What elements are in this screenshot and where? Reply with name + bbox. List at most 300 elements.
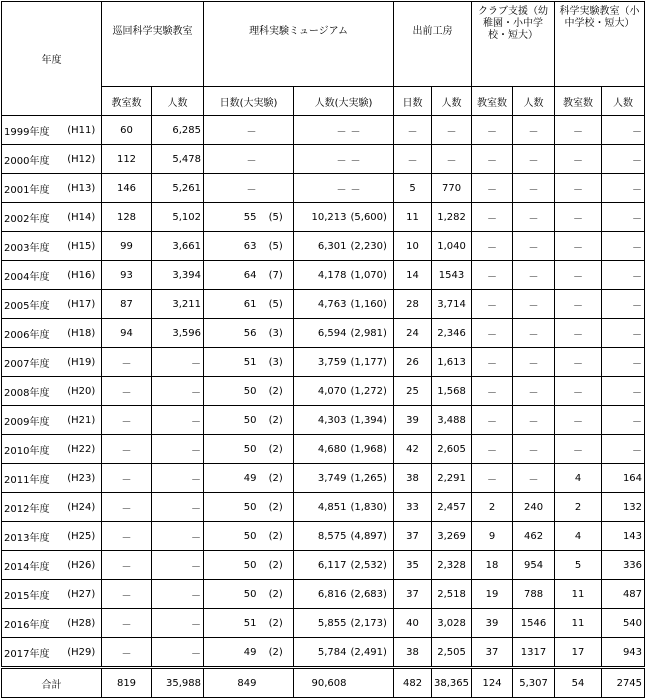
demae-people-cell: －: [432, 145, 472, 174]
total-demae-days: 482: [394, 668, 432, 698]
demae-people-cell: 1,613: [432, 348, 472, 377]
rika-big-people-cell: (1,070): [349, 261, 394, 290]
era-cell: (H12): [62, 145, 102, 174]
kagaku-classrooms-cell: －: [555, 174, 602, 203]
total-club-people: 5,307: [513, 668, 555, 698]
junkai-classrooms-cell: 60: [102, 116, 152, 145]
rika-people-cell: 3,759: [294, 348, 349, 377]
year-cell: 2006年度: [2, 319, 62, 348]
table-row: [2, 464, 645, 493]
year-cell: 2005年度: [2, 290, 62, 319]
kagaku-classrooms-cell: 11: [555, 609, 602, 638]
rika-big-people-cell: (2,230): [349, 232, 394, 261]
kagaku-people-cell: －: [602, 348, 645, 377]
era-cell: (H13): [62, 174, 102, 203]
table-row: [2, 638, 645, 668]
rika-days-cell: 55: [204, 203, 259, 232]
demae-days-cell: 28: [394, 290, 432, 319]
junkai-people-cell: 5,102: [152, 203, 204, 232]
kagaku-classrooms-cell: －: [555, 116, 602, 145]
rika-days-cell: 64: [204, 261, 259, 290]
total-kagaku-people: 2745: [602, 668, 645, 698]
rika-people-cell: 4,851: [294, 493, 349, 522]
kagaku-people-cell: －: [602, 232, 645, 261]
kagaku-classrooms-cell: －: [555, 145, 602, 174]
junkai-people-cell: －: [152, 551, 204, 580]
year-cell: 2002年度: [2, 203, 62, 232]
era-cell: (H11): [62, 116, 102, 145]
club-people-cell: －: [513, 145, 555, 174]
club-classrooms-cell: －: [472, 435, 513, 464]
kagaku-classrooms-cell: －: [555, 261, 602, 290]
statistics-table: [1, 1, 645, 698]
demae-people-cell: 3,714: [432, 290, 472, 319]
era-cell: (H25): [62, 522, 102, 551]
table-row: [2, 290, 645, 319]
rika-days-cell: 50: [204, 377, 259, 406]
junkai-people-cell: 3,211: [152, 290, 204, 319]
era-cell: (H14): [62, 203, 102, 232]
year-cell: 2012年度: [2, 493, 62, 522]
club-classrooms-cell: －: [472, 116, 513, 145]
year-cell: 2010年度: [2, 435, 62, 464]
club-classrooms-cell: 19: [472, 580, 513, 609]
junkai-classrooms-cell: 112: [102, 145, 152, 174]
kagaku-people-cell: 540: [602, 609, 645, 638]
club-classrooms-cell: 39: [472, 609, 513, 638]
year-cell: 2008年度: [2, 377, 62, 406]
junkai-classrooms-cell: 87: [102, 290, 152, 319]
year-cell: 2014年度: [2, 551, 62, 580]
rika-big-people-cell: (1,265): [349, 464, 394, 493]
club-classrooms-cell: －: [472, 377, 513, 406]
rika-big-people-cell: (1,394): [349, 406, 394, 435]
club-people-cell: －: [513, 290, 555, 319]
rika-big-days-cell: (2): [259, 435, 294, 464]
demae-people-cell: 2,605: [432, 435, 472, 464]
club-people-cell: －: [513, 377, 555, 406]
kagaku-classrooms-cell: －: [555, 319, 602, 348]
club-people-cell: 954: [513, 551, 555, 580]
demae-days-cell: 11: [394, 203, 432, 232]
demae-people-cell: 2,457: [432, 493, 472, 522]
rika-days-header: 日数(大実験): [204, 87, 294, 116]
rika-people-header: 人数(大実験): [294, 87, 394, 116]
rika-people-cell: 6,594: [294, 319, 349, 348]
junkai-classrooms-cell: －: [102, 406, 152, 435]
demae-days-cell: 35: [394, 551, 432, 580]
kagaku-classrooms-cell: 4: [555, 522, 602, 551]
club-people-cell: 1317: [513, 638, 555, 668]
kagaku-classrooms-cell: －: [555, 406, 602, 435]
club-classrooms-cell: －: [472, 290, 513, 319]
year-cell: 2001年度: [2, 174, 62, 203]
rika-people-cell: 6,301: [294, 232, 349, 261]
rika-people-cell: 4,680: [294, 435, 349, 464]
demae-people-header: 人数: [432, 87, 472, 116]
junkai-people-cell: 3,394: [152, 261, 204, 290]
demae-days-header: 日数: [394, 87, 432, 116]
demae-header: 出前工房: [394, 2, 472, 87]
rika-days-cell: 61: [204, 290, 259, 319]
rika-days-cell: 50: [204, 551, 259, 580]
junkai-classrooms-cell: 128: [102, 203, 152, 232]
rika-header: 理科実験ミュージアム: [204, 2, 394, 87]
junkai-classrooms-cell: －: [102, 580, 152, 609]
junkai-people-cell: 5,261: [152, 174, 204, 203]
rika-big-days-cell: (2): [259, 609, 294, 638]
rika-big-days-cell: (3): [259, 319, 294, 348]
club-people-cell: －: [513, 116, 555, 145]
total-rika-people: 90,608: [294, 668, 349, 698]
table-row: [2, 435, 645, 464]
rika-big-people-cell: (4,897): [349, 522, 394, 551]
demae-people-cell: 3,488: [432, 406, 472, 435]
demae-people-cell: 1,568: [432, 377, 472, 406]
junkai-classrooms-cell: －: [102, 493, 152, 522]
club-people-cell: －: [513, 435, 555, 464]
demae-days-cell: 37: [394, 522, 432, 551]
junkai-people-cell: 3,596: [152, 319, 204, 348]
kagaku-people-cell: －: [602, 116, 645, 145]
rika-big-days-cell: (2): [259, 406, 294, 435]
rika-people-cell: 4,303: [294, 406, 349, 435]
junkai-header: 巡回科学実験教室: [102, 2, 204, 87]
kagaku-people-cell: －: [602, 435, 645, 464]
demae-people-cell: 3,028: [432, 609, 472, 638]
era-cell: (H15): [62, 232, 102, 261]
demae-days-cell: 37: [394, 580, 432, 609]
club-classrooms-cell: －: [472, 232, 513, 261]
club-classrooms-cell: －: [472, 145, 513, 174]
era-cell: (H28): [62, 609, 102, 638]
demae-days-cell: 39: [394, 406, 432, 435]
rika-big-days-cell: (7): [259, 261, 294, 290]
demae-people-cell: 2,518: [432, 580, 472, 609]
total-kagaku-classrooms: 54: [555, 668, 602, 698]
club-people-header: 人数: [513, 87, 555, 116]
club-classrooms-cell: －: [472, 464, 513, 493]
era-cell: (H19): [62, 348, 102, 377]
rika-big-people-cell: －: [349, 145, 394, 174]
table-row: [2, 261, 645, 290]
kagaku-people-cell: －: [602, 203, 645, 232]
club-classrooms-cell: 9: [472, 522, 513, 551]
junkai-people-cell: －: [152, 522, 204, 551]
rika-big-days-cell: (5): [259, 232, 294, 261]
kagaku-classrooms-cell: －: [555, 290, 602, 319]
rika-days-cell: 49: [204, 638, 259, 668]
rika-days-cell: －: [204, 145, 259, 174]
total-junkai-classrooms: 819: [102, 668, 152, 698]
junkai-classrooms-cell: －: [102, 638, 152, 668]
table-row: [2, 551, 645, 580]
club-classrooms-cell: －: [472, 261, 513, 290]
club-people-cell: －: [513, 232, 555, 261]
table-row: [2, 377, 645, 406]
year-cell: 2009年度: [2, 406, 62, 435]
junkai-people-cell: －: [152, 435, 204, 464]
club-people-cell: 788: [513, 580, 555, 609]
demae-days-cell: 26: [394, 348, 432, 377]
rika-big-days-cell: (2): [259, 377, 294, 406]
rika-people-cell: 4,763: [294, 290, 349, 319]
junkai-people-cell: －: [152, 580, 204, 609]
kagaku-people-cell: 132: [602, 493, 645, 522]
kagaku-classrooms-cell: 5: [555, 551, 602, 580]
era-cell: (H17): [62, 290, 102, 319]
demae-people-cell: －: [432, 116, 472, 145]
era-cell: (H26): [62, 551, 102, 580]
kagaku-classrooms-cell: 2: [555, 493, 602, 522]
demae-people-cell: 2,505: [432, 638, 472, 668]
kagaku-people-cell: 164: [602, 464, 645, 493]
header-row-group: [2, 2, 645, 87]
demae-days-cell: －: [394, 145, 432, 174]
demae-days-cell: 14: [394, 261, 432, 290]
rika-people-cell: 5,855: [294, 609, 349, 638]
rika-days-cell: 49: [204, 464, 259, 493]
demae-days-cell: 38: [394, 638, 432, 668]
rika-big-people-cell: (5,600): [349, 203, 394, 232]
rika-big-people-cell: －: [349, 116, 394, 145]
total-rika-days: 849: [204, 668, 259, 698]
rika-people-cell: 6,117: [294, 551, 349, 580]
total-junkai-people: 35,988: [152, 668, 204, 698]
rika-big-days-cell: [259, 116, 294, 145]
rika-days-cell: －: [204, 116, 259, 145]
club-people-cell: －: [513, 319, 555, 348]
era-cell: (H22): [62, 435, 102, 464]
rika-big-days-cell: (2): [259, 551, 294, 580]
junkai-classrooms-cell: －: [102, 551, 152, 580]
club-classrooms-cell: 2: [472, 493, 513, 522]
junkai-classrooms-cell: 93: [102, 261, 152, 290]
junkai-classrooms-cell: 99: [102, 232, 152, 261]
kagaku-people-cell: －: [602, 377, 645, 406]
rika-people-cell: 3,749: [294, 464, 349, 493]
demae-days-cell: －: [394, 116, 432, 145]
kagaku-classrooms-cell: －: [555, 435, 602, 464]
demae-days-cell: 25: [394, 377, 432, 406]
rika-days-cell: －: [204, 174, 259, 203]
kagaku-classrooms-cell: 17: [555, 638, 602, 668]
demae-days-cell: 33: [394, 493, 432, 522]
year-cell: 2003年度: [2, 232, 62, 261]
kagaku-people-cell: 487: [602, 580, 645, 609]
table-row: [2, 493, 645, 522]
demae-days-cell: 42: [394, 435, 432, 464]
year-cell: 2017年度: [2, 638, 62, 668]
kagaku-people-cell: －: [602, 319, 645, 348]
club-classrooms-cell: －: [472, 348, 513, 377]
rika-days-cell: 63: [204, 232, 259, 261]
rika-big-people-cell: (2,532): [349, 551, 394, 580]
table-row: [2, 319, 645, 348]
club-people-cell: 1546: [513, 609, 555, 638]
table-row: [2, 116, 645, 145]
junkai-classrooms-cell: －: [102, 464, 152, 493]
table-row: [2, 609, 645, 638]
table-row: [2, 174, 645, 203]
kagaku-classrooms-header: 教室数: [555, 87, 602, 116]
demae-people-cell: 2,328: [432, 551, 472, 580]
era-cell: (H29): [62, 638, 102, 668]
club-people-cell: －: [513, 203, 555, 232]
demae-people-cell: 3,269: [432, 522, 472, 551]
junkai-classrooms-cell: －: [102, 377, 152, 406]
year-cell: 2000年度: [2, 145, 62, 174]
year-cell: 2016年度: [2, 609, 62, 638]
rika-days-cell: 51: [204, 609, 259, 638]
club-classrooms-cell: －: [472, 174, 513, 203]
total-row: [2, 668, 645, 698]
junkai-classrooms-header: 教室数: [102, 87, 152, 116]
rika-big-days-cell: (3): [259, 348, 294, 377]
club-classrooms-cell: 18: [472, 551, 513, 580]
total-label: 合計: [2, 668, 102, 698]
demae-days-cell: 10: [394, 232, 432, 261]
rika-big-days-cell: (5): [259, 203, 294, 232]
junkai-classrooms-cell: －: [102, 609, 152, 638]
demae-days-cell: 40: [394, 609, 432, 638]
kagaku-people-cell: 143: [602, 522, 645, 551]
demae-people-cell: 1,282: [432, 203, 472, 232]
year-cell: 2004年度: [2, 261, 62, 290]
junkai-classrooms-cell: －: [102, 522, 152, 551]
table-row: [2, 232, 645, 261]
junkai-people-header: 人数: [152, 87, 204, 116]
rika-big-days-cell: (2): [259, 522, 294, 551]
year-cell: 2007年度: [2, 348, 62, 377]
year-cell: 2013年度: [2, 522, 62, 551]
club-classrooms-header: 教室数: [472, 87, 513, 116]
demae-people-cell: 770: [432, 174, 472, 203]
junkai-people-cell: 6,285: [152, 116, 204, 145]
junkai-people-cell: －: [152, 464, 204, 493]
rika-big-days-cell: (2): [259, 493, 294, 522]
club-people-cell: 462: [513, 522, 555, 551]
junkai-classrooms-cell: －: [102, 348, 152, 377]
junkai-people-cell: －: [152, 377, 204, 406]
rika-big-people-cell: (1,177): [349, 348, 394, 377]
rika-days-cell: 50: [204, 406, 259, 435]
kagaku-people-cell: 943: [602, 638, 645, 668]
kagaku-people-cell: 336: [602, 551, 645, 580]
kagaku-classrooms-cell: －: [555, 232, 602, 261]
club-people-cell: －: [513, 348, 555, 377]
junkai-people-cell: 5,478: [152, 145, 204, 174]
kagaku-classrooms-cell: 4: [555, 464, 602, 493]
kagaku-classrooms-cell: 11: [555, 580, 602, 609]
demae-people-cell: 1543: [432, 261, 472, 290]
junkai-classrooms-cell: 146: [102, 174, 152, 203]
junkai-people-cell: －: [152, 406, 204, 435]
rika-big-days-cell: [259, 174, 294, 203]
kagaku-header: 科学実験教室（小中学校・短大）: [555, 2, 645, 87]
era-cell: (H20): [62, 377, 102, 406]
junkai-classrooms-cell: 94: [102, 319, 152, 348]
club-classrooms-cell: 37: [472, 638, 513, 668]
rika-big-people-cell: (1,968): [349, 435, 394, 464]
junkai-people-cell: －: [152, 609, 204, 638]
rika-people-cell: 5,784: [294, 638, 349, 668]
era-cell: (H21): [62, 406, 102, 435]
total-rika-people-blank: [349, 668, 394, 698]
year-cell: 1999年度: [2, 116, 62, 145]
year-header: 年度: [2, 2, 102, 116]
junkai-classrooms-cell: －: [102, 435, 152, 464]
club-header: クラブ支援（幼稚園・小中学校・短大）: [472, 2, 555, 87]
table-row: [2, 406, 645, 435]
kagaku-people-cell: －: [602, 406, 645, 435]
rika-big-days-cell: [259, 145, 294, 174]
rika-days-cell: 50: [204, 522, 259, 551]
table-row: [2, 203, 645, 232]
year-cell: 2015年度: [2, 580, 62, 609]
club-people-cell: 240: [513, 493, 555, 522]
rika-big-days-cell: (5): [259, 290, 294, 319]
rika-days-cell: 50: [204, 435, 259, 464]
rika-big-days-cell: (2): [259, 638, 294, 668]
kagaku-classrooms-cell: －: [555, 377, 602, 406]
total-demae-people: 38,365: [432, 668, 472, 698]
era-cell: (H27): [62, 580, 102, 609]
era-cell: (H24): [62, 493, 102, 522]
table-row: [2, 580, 645, 609]
rika-days-cell: 50: [204, 493, 259, 522]
club-people-cell: －: [513, 174, 555, 203]
rika-big-people-cell: (2,981): [349, 319, 394, 348]
demae-people-cell: 2,291: [432, 464, 472, 493]
rika-days-cell: 51: [204, 348, 259, 377]
junkai-people-cell: －: [152, 638, 204, 668]
total-rika-days-blank: [259, 668, 294, 698]
demae-people-cell: 2,346: [432, 319, 472, 348]
kagaku-people-cell: －: [602, 261, 645, 290]
club-classrooms-cell: －: [472, 203, 513, 232]
club-classrooms-cell: －: [472, 406, 513, 435]
demae-people-cell: 1,040: [432, 232, 472, 261]
rika-big-people-cell: (2,173): [349, 609, 394, 638]
rika-big-people-cell: (1,272): [349, 377, 394, 406]
kagaku-people-cell: －: [602, 174, 645, 203]
kagaku-people-cell: －: [602, 290, 645, 319]
total-club-classrooms: 124: [472, 668, 513, 698]
rika-people-cell: －: [294, 145, 349, 174]
rika-big-people-cell: －: [349, 174, 394, 203]
rika-people-cell: 6,816: [294, 580, 349, 609]
kagaku-people-header: 人数: [602, 87, 645, 116]
era-cell: (H18): [62, 319, 102, 348]
rika-big-people-cell: (1,830): [349, 493, 394, 522]
kagaku-classrooms-cell: －: [555, 203, 602, 232]
year-cell: 2011年度: [2, 464, 62, 493]
kagaku-people-cell: －: [602, 145, 645, 174]
table-row: [2, 145, 645, 174]
rika-big-days-cell: (2): [259, 464, 294, 493]
era-cell: (H23): [62, 464, 102, 493]
club-people-cell: －: [513, 406, 555, 435]
demae-days-cell: 38: [394, 464, 432, 493]
rika-people-cell: 4,178: [294, 261, 349, 290]
table-row: [2, 348, 645, 377]
rika-days-cell: 50: [204, 580, 259, 609]
junkai-people-cell: －: [152, 348, 204, 377]
rika-people-cell: －: [294, 174, 349, 203]
rika-big-people-cell: (1,160): [349, 290, 394, 319]
rika-days-cell: 56: [204, 319, 259, 348]
